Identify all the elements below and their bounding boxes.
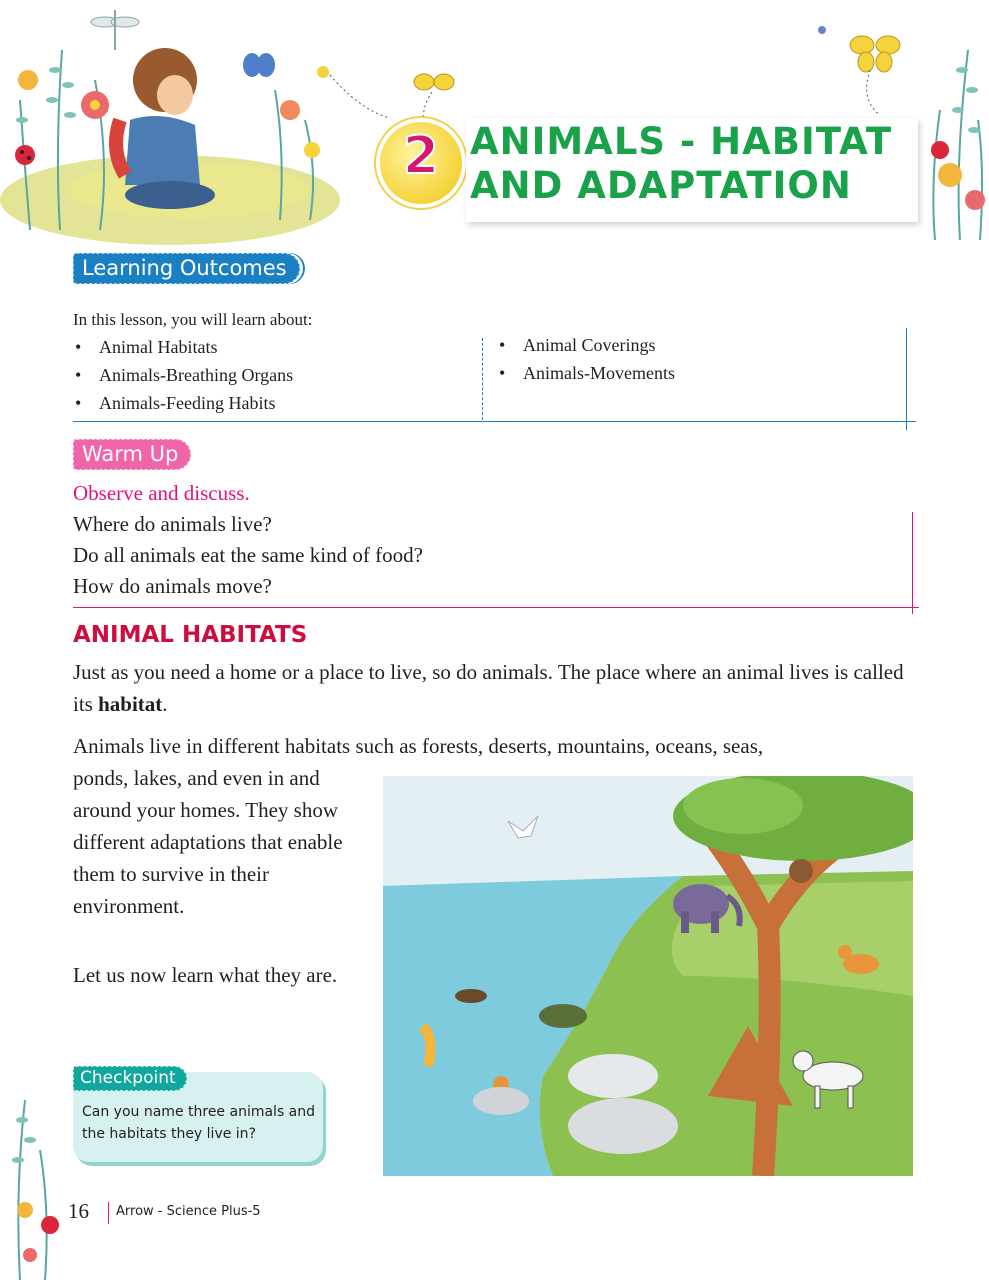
bold-term: habitat [98,692,163,716]
checkpoint-tag: Checkpoint [73,1066,187,1091]
learning-outcomes-list-right [497,331,675,387]
checkpoint-text: Can you name three animals and the habitats they live in? [82,1104,316,1142]
paragraph: Let us now learn what they are. [73,963,338,987]
list-item: • Animal Habitats [73,333,293,361]
list-item: • Animals-Feeding Habits [73,389,293,417]
chapter-number: 2 [402,126,440,186]
paragraph: ponds, lakes, and even in and around your homes. They show different adaptations that enable them to survive in their environment. [73,766,343,918]
warm-up-tag: Warm Up [73,439,191,470]
divider [906,328,907,430]
paragraph-line: Animals live in different habitats such as forests, deserts, mountains, oceans, seas, [73,734,764,758]
divider [73,607,919,608]
divider [73,421,916,422]
chapter-title: ANIMALS - HABITAT AND ADAPTATION [470,120,893,207]
list-item: • Animals-Movements [497,359,675,387]
section-heading: ANIMAL HABITATS [73,622,308,648]
warm-up-prompt: Observe and discuss. [73,481,250,505]
column-divider [482,338,483,420]
learning-outcomes-tag: Learning Outcomes [73,253,300,284]
learning-outcomes-list-left [73,333,293,417]
list-item: • Animals-Breathing Organs [73,361,293,389]
habitat-illustration [383,776,913,1176]
paragraph: Just as you need a home or a place to live, so do animals. The place where an animal lives is called its habitat. [73,660,904,716]
book-title: Arrow - Science Plus-5 [116,1204,261,1219]
warm-up-question: Do all animals eat the same kind of food? [73,543,423,567]
warm-up-question: How do animals move? [73,574,272,598]
list-item: • Animal Coverings [497,331,675,359]
learning-outcomes-intro: In this lesson, you will learn about: [73,310,313,329]
divider [912,512,913,614]
page-number: 16 [68,1199,89,1223]
warm-up-question: Where do animals live? [73,512,272,536]
corner-decoration [0,1090,70,1280]
footer-divider [108,1202,109,1224]
